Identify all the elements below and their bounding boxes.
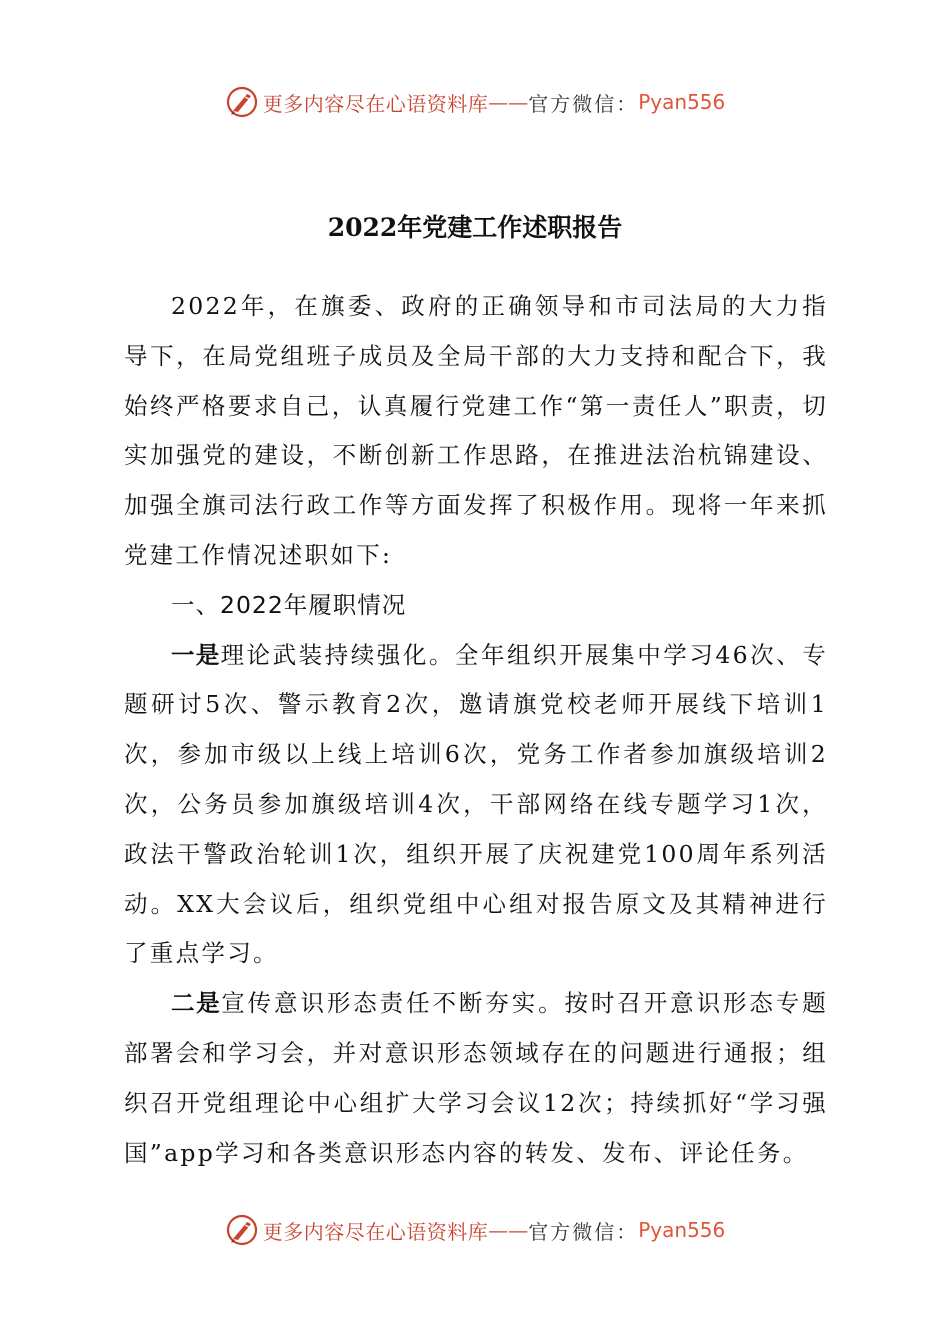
document-title: 2022年党建工作述职报告: [327, 213, 623, 242]
watermark-wechat-id: Pyan556: [638, 1218, 726, 1242]
section-heading: 一、2022年履职情况: [171, 590, 407, 619]
document-body: [124, 282, 828, 1178]
item-lead-2: 二是: [171, 989, 222, 1018]
quill-pen-logo-icon: [225, 85, 259, 119]
intro-paragraph: 2022年，在旗委、政府的正确领导和市司法局的大力指导下，在局党组班子成员及全局干部的大力支持和配合下，我始终严格要求自己，认真履行党建工作“第一责任人”职责，切实加强党的建设，不断创新工作思路，在推进法治杭锦建设、加强全旗司法行政工作等方面发挥了积极作用。现将一年来抓党建工作情况述职如下:: [124, 292, 828, 569]
watermark-wechat-id: Pyan556: [638, 90, 726, 114]
item-text-2: 宣传意识形态责任不断夯实。按时召开意识形态专题部署会和学习会，并对意识形态领域存在的问题进行通报；组织召开党组理论中心组扩大学习会议12次；持续抓好“学习强国”app学习和各类意识形态内容的转发、发布、评论任务。: [124, 989, 828, 1167]
watermark-banner-bottom: [0, 1208, 950, 1252]
watermark-wechat-label: 官方微信：: [528, 1219, 639, 1244]
item-paragraph-2: [124, 979, 828, 1178]
watermark-separator-extra: —: [508, 90, 529, 114]
item-paragraph-1: [124, 631, 828, 980]
watermark-ad-text: 更多内容尽在心语资料库: [262, 1219, 489, 1244]
watermark-banner-top: [0, 80, 950, 124]
item-text-1: 理论武装持续强化。全年组织开展集中学习46次、专题研讨5次、警示教育2次，邀请旗党校老师开展线下培训1次，参加市级以上线上培训6次，党务工作者参加旗级培训2次，公务员参加旗级培训4次，干部网络在线专题学习1次，政法干警政治轮训1次，组织开展了庆祝建党100周年系列活动。XX大会议后，组织党组中心组对报告原文及其精神进行了重点学习。: [124, 640, 829, 968]
watermark-separator: —: [488, 90, 509, 114]
watermark-separator: —: [488, 1218, 509, 1242]
watermark-wechat-label: 官方微信：: [528, 91, 639, 116]
quill-pen-logo-icon: [225, 1213, 259, 1247]
watermark-ad-text: 更多内容尽在心语资料库: [262, 91, 489, 116]
item-lead-1: 一是: [171, 640, 221, 669]
watermark-separator-extra: —: [508, 1218, 529, 1242]
